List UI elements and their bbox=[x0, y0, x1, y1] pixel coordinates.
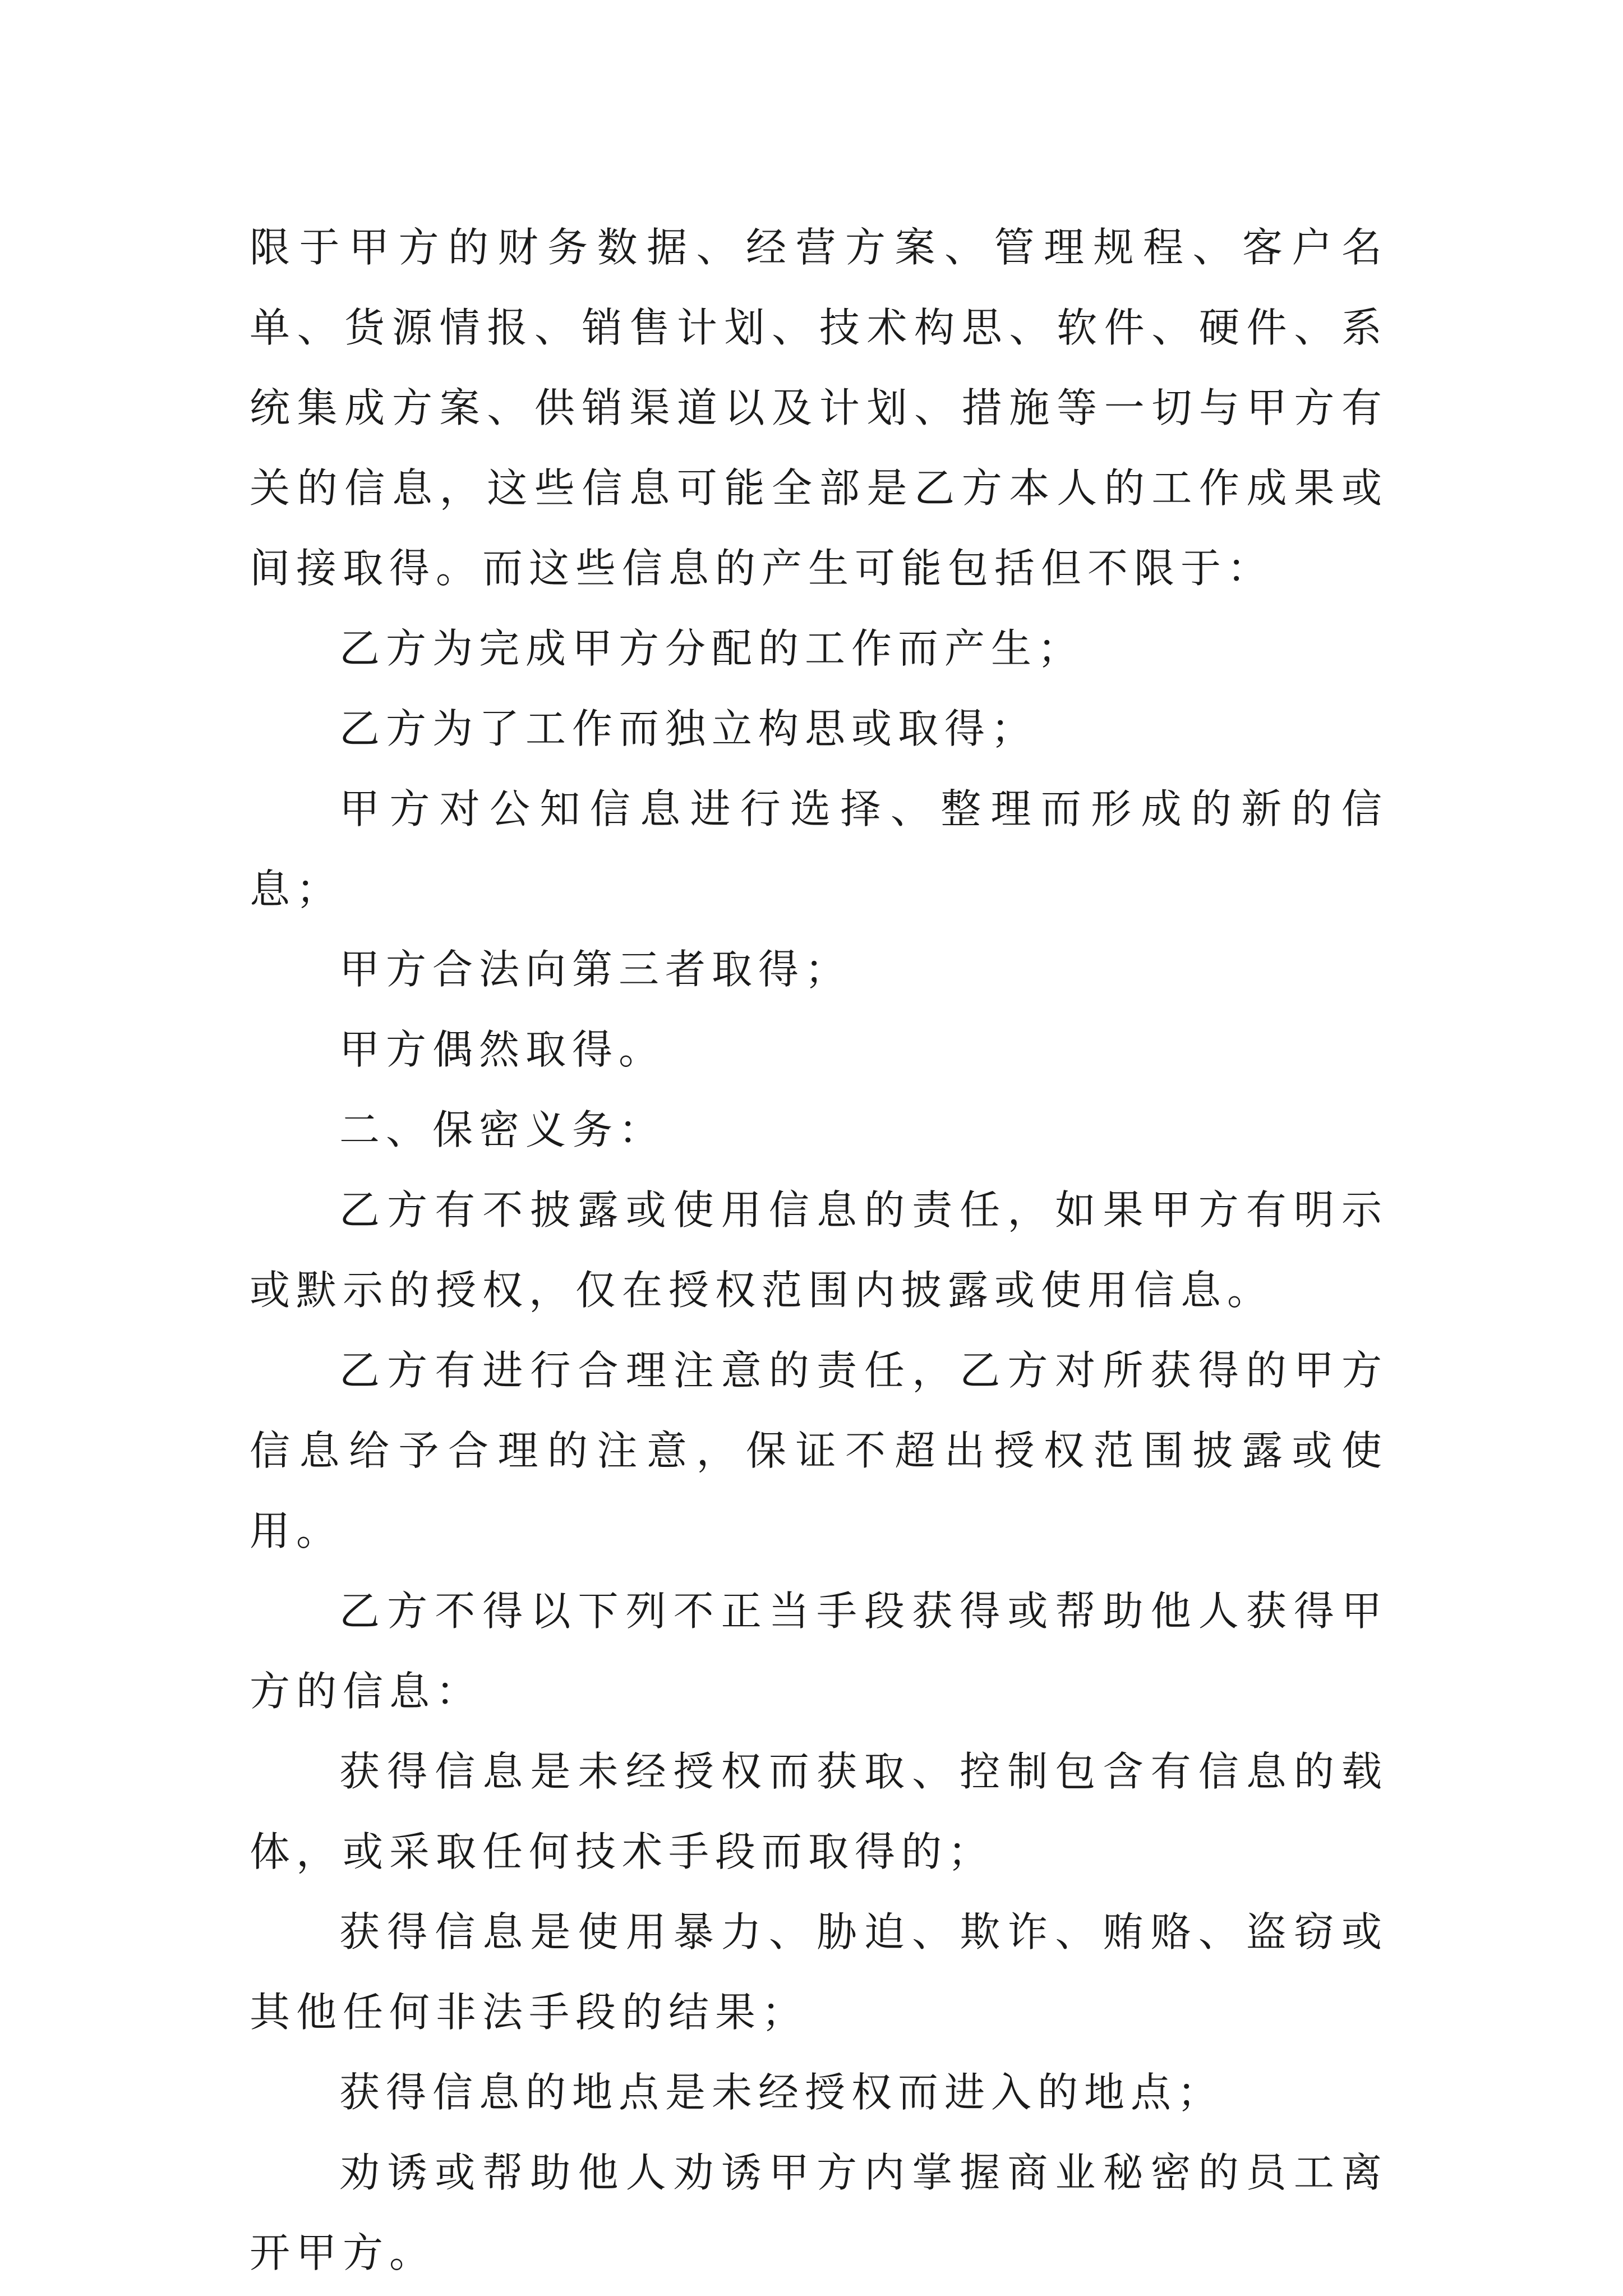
document-body bbox=[250, 208, 1388, 2293]
paragraph-source-independent: 乙方为了工作而独立构思或取得； bbox=[339, 705, 1038, 752]
paragraph-source-public-info: 甲方对公知信息进行选择、整理而形成的新的信息； bbox=[250, 785, 1388, 913]
section-heading-confidentiality: 二、保密义务： bbox=[339, 1106, 666, 1153]
paragraph-info-scope: 限于甲方的财务数据、经营方案、管理规程、客户名单、货源情报、销售计划、技术构思、软件、硬件、系统集成方案、供销渠道以及计划、措施等一切与甲方有关的信息，这些信息可能全部是乙方本人的工作成果或间接取得。而这些信息的产生可能包括但不限于： bbox=[250, 224, 1388, 592]
paragraph-illegal-means: 获得信息是使用暴力、胁迫、欺诈、贿赂、盗窃或其他任何非法手段的结果； bbox=[250, 1908, 1388, 2036]
paragraph-improper-means: 乙方不得以下列不正当手段获得或帮助他人获得甲方的信息： bbox=[250, 1588, 1388, 1715]
paragraph-source-assigned-work: 乙方为完成甲方分配的工作而产生； bbox=[339, 625, 1085, 672]
paragraph-employee-solicitation: 劝诱或帮助他人劝诱甲方内掌握商业秘密的员工离开甲方。 bbox=[250, 2149, 1388, 2276]
paragraph-reasonable-care: 乙方有进行合理注意的责任，乙方对所获得的甲方信息给予合理的注意，保证不超出授权范围披露或使用。 bbox=[250, 1347, 1388, 1554]
paragraph-unauthorized-carrier: 获得信息是未经授权而获取、控制包含有信息的载体，或采取任何技术手段而取得的； bbox=[250, 1748, 1388, 1875]
paragraph-unauthorized-location: 获得信息的地点是未经授权而进入的地点； bbox=[339, 2069, 1224, 2116]
paragraph-source-incidental: 甲方偶然取得。 bbox=[339, 1026, 666, 1073]
paragraph-nondisclosure: 乙方有不披露或使用信息的责任，如果甲方有明示或默示的授权，仅在授权范围内披露或使用信息。 bbox=[250, 1186, 1388, 1314]
paragraph-source-third-party: 甲方合法向第三者取得； bbox=[339, 946, 852, 993]
